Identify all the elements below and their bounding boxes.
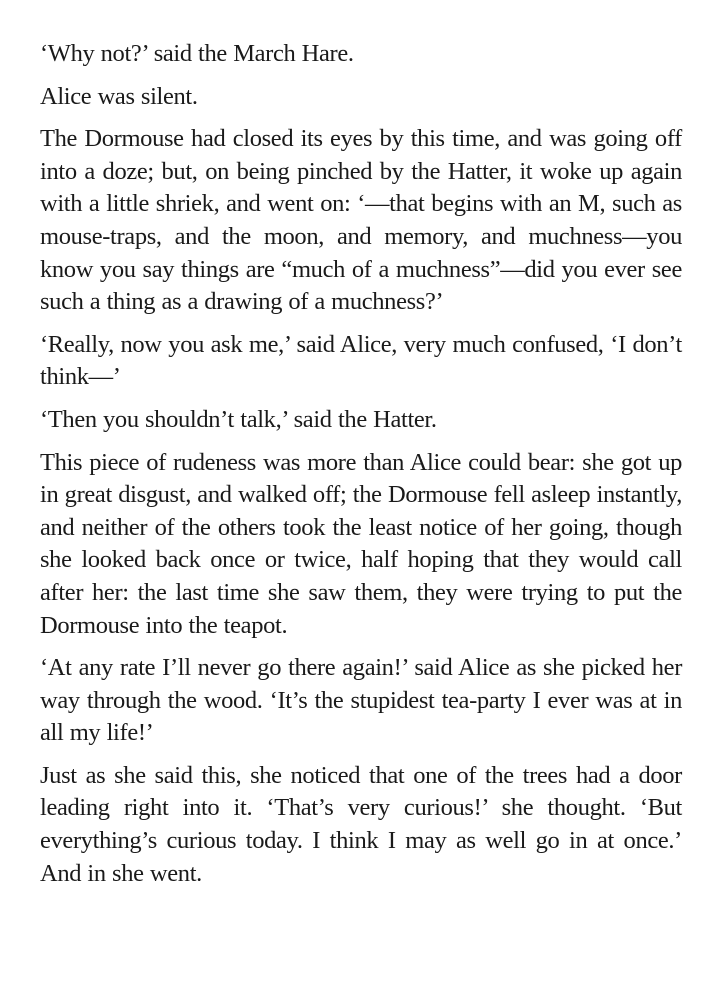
paragraph-tree-door: Just as she said this, she noticed that one of the trees had a door leading right into it. ‘That’s very curious!’ she thought. ‘But everything’s curious today. I think I may as well go in at once.’ And in she went. xyxy=(40,761,682,887)
paragraph-never-again: ‘At any rate I’ll never go there again!’ said Alice as she picked her way through the wood. ‘It’s the stupidest tea-party I ever was at in all my life!’ xyxy=(40,654,682,747)
paragraph-shouldnt-talk: ‘Then you shouldn’t talk,’ said the Hatter. xyxy=(40,405,437,433)
paragraph-alice-silent: Alice was silent. xyxy=(40,82,198,110)
paragraph-rudeness: This piece of rudeness was more than Alice could bear: she got up in great disgust, and walked off; the Dormouse fell asleep instantly, and neither of the others took the least notice of her going, though she looked back once or twice, half hoping that they would call after her: the last time she saw them, they were trying to put the Dormouse into the teapot. xyxy=(40,448,682,639)
paragraph-really-now: ‘Really, now you ask me,’ said Alice, very much confused, ‘I don’t think—’ xyxy=(40,330,682,391)
paragraph-dormouse-muchness: The Dormouse had closed its eyes by this time, and was going off into a doze; but, on being pinched by the Hatter, it woke up again with a little shriek, and went on: ‘—that begins with an M, such as mouse-traps, and the moon, and memory, and muchness—you know you say things are “much of a muchness”—did you ever see such a thing as a drawing of a muchness?’ xyxy=(40,125,682,316)
paragraph-why-not: ‘Why not?’ said the March Hare. xyxy=(40,40,354,67)
